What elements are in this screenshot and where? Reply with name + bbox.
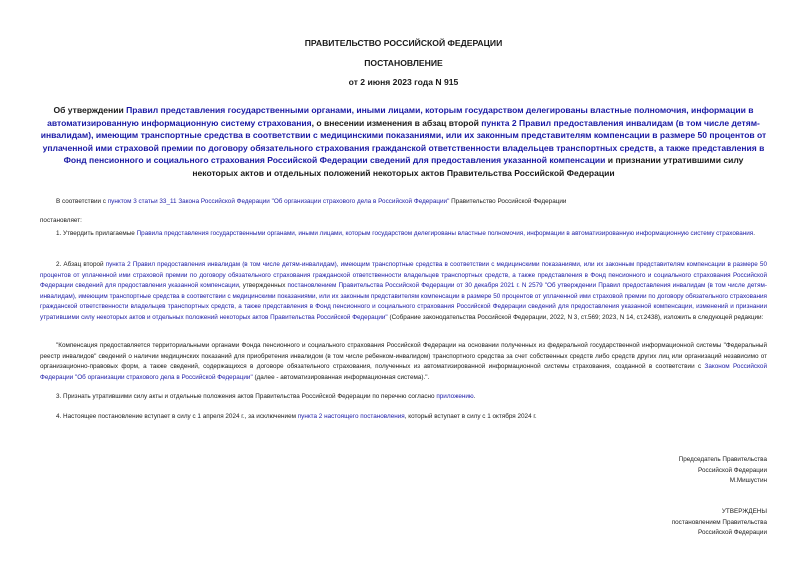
- item-2-paragraph: [40, 260, 767, 324]
- item-2-text-3: (Собрание законодательства Российской Федерации, 2022, N 3, ст.569; 2023, N 14, ст.2438), изложить в следующей редакции:: [387, 313, 764, 321]
- approval-authority: постановлением Правительства: [671, 518, 767, 526]
- item-4-text-1: 4. Настоящее постановление вступает в силу с 1 апреля 2024 г., за исключением: [56, 413, 298, 420]
- item-3-paragraph: [40, 392, 767, 403]
- approval-block: [672, 507, 767, 539]
- title-link-compensation-rules[interactable]: пункта 2 Правил предоставления инвалидам (в том числе детям-инвалидам), имеющим транспортные средства в соответствии с медицинскими показаниями, или их законным представителям компенсации в размере 50 процентов от уплаченной ими страховой премии по договору обязательного страхования гражданской ответственности владельцев транспортных средств, а также представления в Фонд пенсионного и социального страхования Российской Федерации сведений для предоставления указанной компенсации: [40, 117, 767, 166]
- new-wording-text-1: "Компенсация предоставляется территориальными органами Фонда пенсионного и социального страхования Российской Федерации на основании полученных из федеральной государственной информационной системы "Федеральный реестр инвалидов" сведений о наличии медицинских показаний для приобретения инвалидом (в том числе ребенком-инвалидом) транспортного средства за счет собственных средств либо средств других лиц или организаций независимо от организационно-правовых форм, а также сведений, содержащихся в договоре обязательного страхования, полученных из автоматизированной информационной системы страхования, созданной в соответствии с: [40, 342, 767, 371]
- preamble-text-1: В соответствии с: [56, 198, 108, 205]
- decree-word: постановляет:: [40, 217, 82, 224]
- title-text-1: Об утверждении: [53, 105, 127, 115]
- approval-caption: УТВЕРЖДЕНЫ: [721, 508, 767, 515]
- item-2-text-1: 2. Абзац второй: [56, 261, 106, 268]
- government-heading: ПРАВИТЕЛЬСТВО РОССИЙСКОЙ ФЕДЕРАЦИИ: [304, 38, 503, 48]
- new-wording-link-law[interactable]: Законом Российской Федерации "Об организации страхового дела в Российской Федерации": [40, 363, 767, 381]
- item-1-text-1: 1. Утвердить прилагаемые: [56, 230, 137, 237]
- new-wording-text-2: (далее - автоматизированная информационная система).".: [252, 373, 430, 381]
- item-3-text-1: 3. Признать утратившими силу акты и отдельные положения актов Правительства Российской Федерации по перечню согласно: [56, 393, 437, 400]
- item-4-text-2: , который вступает в силу с 1 октября 2024 г.: [404, 413, 537, 420]
- title-text-3: и признании утратившими силу некоторых актов и отдельных положений некоторых актов Правительства Российской Федерации: [192, 155, 744, 178]
- item-1-text-2: .: [753, 230, 755, 237]
- item-2-text-2: , утвержденных: [238, 282, 288, 290]
- item-1-link-rules[interactable]: Правила представления государственными органами, иными лицами, которым государством делегированы властные полномочия, информации в автоматизированную информационную систему страхования: [136, 230, 754, 237]
- item-2-link-rules[interactable]: пункта 2 Правил предоставления инвалидам (в том числе детям-инвалидам), имеющим транспортные средства в соответствии с медицинскими показаниями, или их законным представителям компенсации в размере 50 процентов от уплаченной ими страховой премии по договору обязательного страхования гражданской ответственности владельцев транспортных средств, а также представления в Фонд пенсионного и социального страхования Российской Федерации сведений для предоставления указанной компенсации: [40, 261, 767, 290]
- title-text-2: , о внесении изменения в абзац второй: [311, 117, 482, 128]
- signature-organization: Российской Федерации: [698, 466, 767, 474]
- title-link-rules[interactable]: Правил представления государственными органами, иными лицами, которым государством делегированы властные полномочия, информации в автоматизированную информационную систему страхования: [47, 105, 754, 128]
- preamble-link-law[interactable]: пунктом 3 статьи 33_11 Закона Российской Федерации "Об организации страхового дела в Российской Федерации": [107, 198, 450, 205]
- approval-organization: Российской Федерации: [698, 529, 767, 537]
- item-1-paragraph: [40, 229, 767, 240]
- preamble-paragraph: [40, 197, 767, 208]
- item-4-link-item-2[interactable]: пункта 2 настоящего постановления: [297, 413, 405, 420]
- document-title: [40, 104, 767, 180]
- item-2-link-resolution[interactable]: постановлением Правительства Российской Федерации от 30 декабря 2021 г. N 2579 "Об утверждении Правил предоставления инвалидам (в том числе детям-инвалидам), имеющим транспортные средства в соответствии с медицинскими показаниями, или их законным представителям компенсации в размере 50 процентов от уплаченной ими страховой премии по договору обязательного страхования гражданской ответственности владельцев транспортных средств, а также представления в Фонд пенсионного и социального страхования Российской Федерации сведений для предоставления указанной компенсации, изменений и признании утратившими силу некоторых актов и отдельных положений некоторых актов Правительства Российской Федерации": [40, 282, 767, 321]
- item-3-text-2: .: [473, 393, 476, 400]
- item-3-link-appendix[interactable]: приложению: [436, 393, 474, 400]
- item-2-new-wording: [40, 341, 767, 383]
- preamble-text-2: Правительство Российской Федерации: [449, 198, 567, 205]
- signature-block: [679, 455, 767, 487]
- signature-name: М.Мишустин: [729, 477, 767, 485]
- signature-position: Председатель Правительства: [678, 456, 767, 463]
- document-type-heading: ПОСТАНОВЛЕНИЕ: [364, 58, 443, 68]
- date-number-heading: от 2 июня 2023 года N 915: [348, 77, 459, 87]
- item-4-paragraph: [40, 412, 767, 423]
